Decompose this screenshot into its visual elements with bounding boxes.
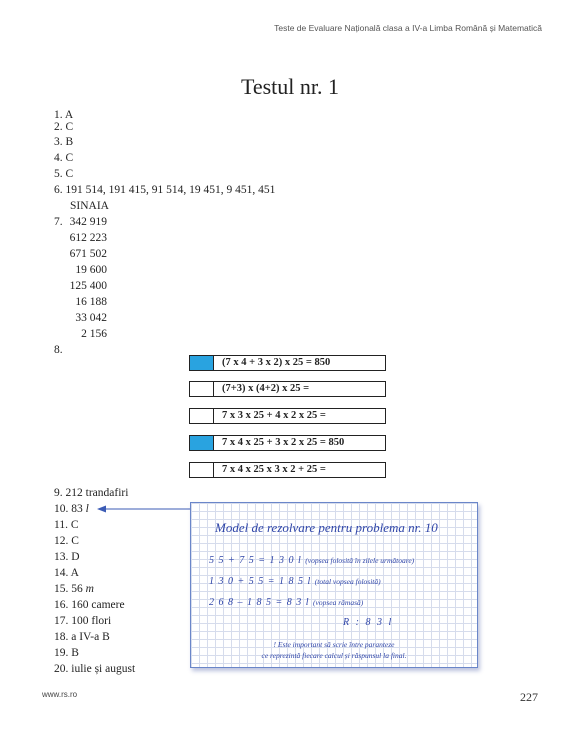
answer-11: 11. C — [54, 519, 79, 531]
model-step-note: (total vopsea folosită) — [314, 577, 381, 586]
website-link[interactable]: www.rs.ro — [42, 690, 78, 699]
answer-6-word: SINAIA — [70, 200, 109, 212]
answer-18: 18. a IV-a B — [54, 631, 110, 643]
answer-20: 20. iulie și august — [54, 663, 136, 675]
answer-7-number: 7. — [54, 216, 63, 228]
answer-7-value: 671 502 — [69, 248, 107, 260]
equation-row — [189, 462, 386, 478]
answer-15 — [54, 582, 94, 596]
answer-17: 17. 100 flori — [54, 615, 112, 627]
equation-checkbox[interactable] — [190, 463, 214, 477]
answer-12: 12. C — [54, 535, 79, 547]
equation-checkbox[interactable] — [190, 356, 214, 370]
answer-16: 16. 160 camere — [54, 599, 125, 611]
answer-10-unit: l — [85, 503, 89, 515]
answer-1: 1. A — [54, 109, 74, 121]
equation-text: 7 x 3 x 25 + 4 x 2 x 25 = — [222, 410, 326, 421]
equation-text: (7 x 4 + 3 x 2) x 25 = 850 — [222, 357, 331, 368]
answer-13: 13. D — [54, 551, 80, 563]
model-title: Model de rezolvare pentru problema nr. 10 — [215, 520, 438, 535]
equation-row — [189, 408, 386, 424]
model-step — [209, 576, 381, 587]
model-result: R : 8 3 l — [343, 617, 394, 628]
equation-text: (7+3) x (4+2) x 25 = — [222, 383, 310, 394]
equation-text: 7 x 4 x 25 x 3 x 2 + 25 = — [222, 464, 326, 475]
model-step — [209, 555, 414, 566]
answer-8-number: 8. — [54, 344, 63, 356]
equation-row — [189, 435, 386, 451]
answer-4: 4. C — [54, 152, 74, 164]
answer-14: 14. A — [54, 567, 79, 579]
model-step-note: (vopsea rămasă) — [313, 598, 364, 607]
answer-15-unit: m — [85, 583, 94, 595]
model-step-calc: 5 5 + 7 5 = 1 3 0 l — [209, 555, 302, 566]
equation-row — [189, 381, 386, 397]
answer-7-value: 33 042 — [75, 312, 107, 324]
answer-19: 19. B — [54, 647, 79, 659]
model-step-calc: 1 3 0 + 5 5 = 1 8 5 l — [209, 576, 312, 587]
pointer-arrow-icon — [96, 503, 190, 515]
answer-7-value: 125 400 — [69, 280, 107, 292]
equation-checkbox[interactable] — [190, 382, 214, 396]
equation-row — [189, 355, 386, 371]
answer-7-value: 19 600 — [75, 264, 107, 276]
solution-model-card — [190, 502, 478, 668]
answer-7-value: 342 919 — [69, 216, 107, 228]
answer-5: 5. C — [54, 168, 74, 180]
running-header: Teste de Evaluare Națională clasa a IV-a Limba Română și Matematică — [274, 23, 542, 33]
answer-2: 2. C — [54, 121, 74, 133]
equation-checkbox[interactable] — [190, 409, 214, 423]
model-step-note: (vopsea folosită în zilele următoare) — [305, 556, 415, 565]
model-step-calc: 2 6 8 – 1 8 5 = 8 3 l — [209, 597, 310, 608]
answer-9: 9. 212 trandafiri — [54, 487, 129, 499]
model-footer-note: ce reprezintă fiecare calcul și răspunsul la final. — [261, 651, 407, 660]
answer-15-value: 15. 56 — [54, 583, 83, 595]
answer-10 — [54, 502, 89, 516]
equation-checkbox[interactable] — [190, 436, 214, 450]
model-footer-note: ! Este important să scrie între paranteze — [273, 640, 395, 649]
answer-6: 6. 191 514, 191 415, 91 514, 19 451, 9 451, 451 — [54, 184, 276, 196]
page-number: 227 — [520, 690, 538, 704]
page-title: Testul nr. 1 — [240, 74, 340, 99]
answer-10-value: 10. 83 — [54, 503, 83, 515]
answer-7-value: 16 188 — [75, 296, 107, 308]
answer-7-value: 612 223 — [69, 232, 107, 244]
equation-text: 7 x 4 x 25 + 3 x 2 x 25 = 850 — [222, 437, 345, 448]
answer-7-value: 2 156 — [81, 328, 107, 340]
answer-3: 3. B — [54, 136, 74, 148]
model-step — [209, 597, 363, 608]
